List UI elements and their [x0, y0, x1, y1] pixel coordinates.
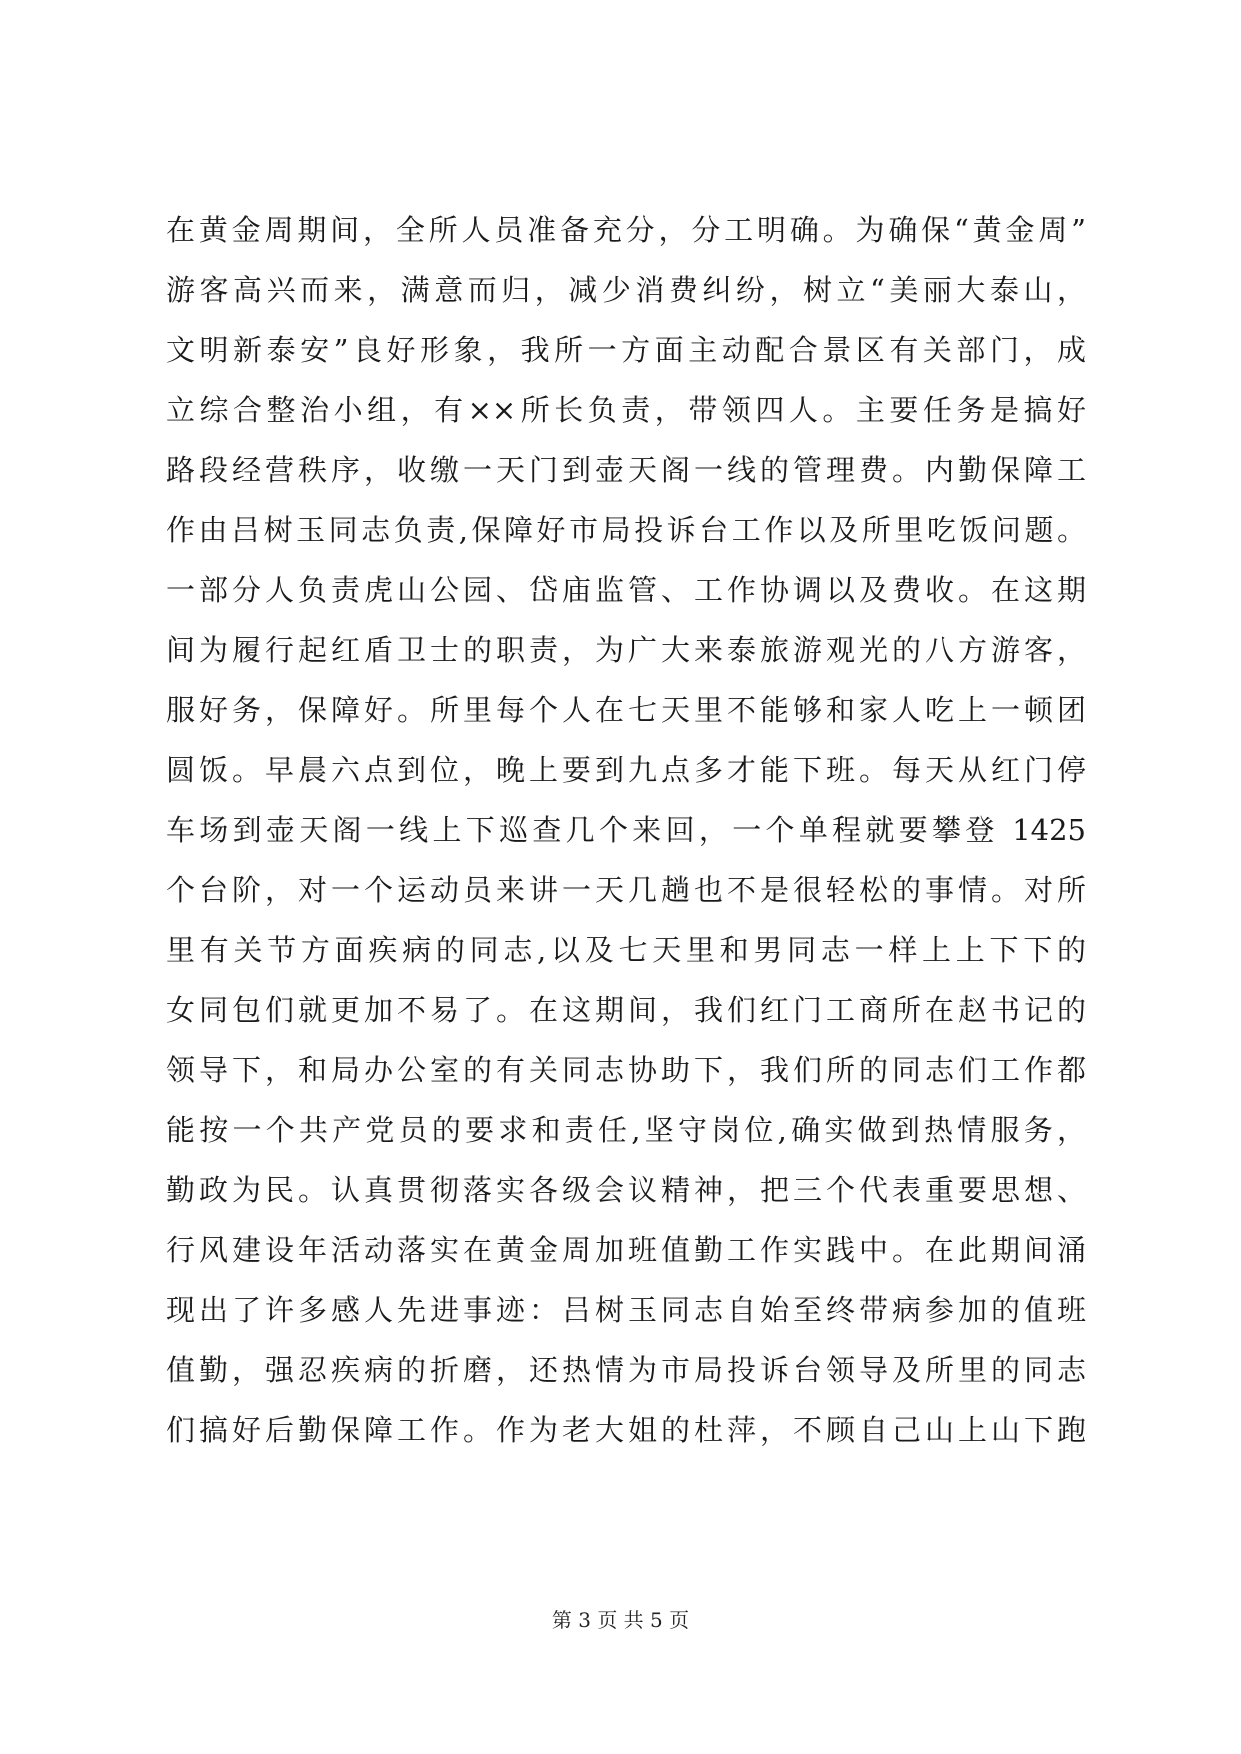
text-line: 在黄金周期间，全所人员准备充分，分工明确。为确保“黄金周” [166, 213, 1086, 247]
text-line: 能按一个共产党员的要求和责任,坚守岗位,确实做到热情服务， [166, 1113, 1086, 1147]
text-line: 圆饭。早晨六点到位，晚上要到九点多才能下班。每天从红门停 [166, 753, 1086, 787]
text-line: 勤政为民。认真贯彻落实各级会议精神，把三个代表重要思想、 [166, 1173, 1086, 1207]
text-line: 一部分人负责虎山公园、岱庙监管、工作协调以及费收。在这期 [166, 573, 1086, 607]
text-line: 立综合整治小组，有××所长负责，带领四人。主要任务是搞好 [166, 393, 1086, 427]
text-line: 服好务，保障好。所里每个人在七天里不能够和家人吃上一顿团 [166, 693, 1086, 727]
text-line: 文明新泰安”良好形象，我所一方面主动配合景区有关部门，成 [166, 333, 1086, 367]
body-text [166, 200, 1086, 1460]
text-line: 作由吕树玉同志负责,保障好市局投诉台工作以及所里吃饭问题。 [166, 513, 1086, 547]
text-line: 个台阶，对一个运动员来讲一天几趟也不是很轻松的事情。对所 [166, 873, 1086, 907]
text-line: 们搞好后勤保障工作。作为老大姐的杜萍，不顾自己山上山下跑 [166, 1413, 1086, 1447]
text-line: 游客高兴而来，满意而归，减少消费纠纷，树立“美丽大泰山， [166, 273, 1086, 307]
text-line: 里有关节方面疾病的同志,以及七天里和男同志一样上上下下的 [166, 933, 1086, 967]
text-line: 间为履行起红盾卫士的职责，为广大来泰旅游观光的八方游客， [166, 633, 1086, 667]
text-line: 值勤，强忍疾病的折磨，还热情为市局投诉台领导及所里的同志 [166, 1353, 1086, 1387]
text-line: 行风建设年活动落实在黄金周加班值勤工作实践中。在此期间涌 [166, 1233, 1086, 1267]
text-line: 车场到壶天阁一线上下巡查几个来回，一个单程就要攀登 1425 [166, 813, 1086, 847]
page-number-footer: 第 3 页 共 5 页 [551, 1608, 690, 1632]
text-line: 领导下，和局办公室的有关同志协助下，我们所的同志们工作都 [166, 1053, 1086, 1087]
text-line: 路段经营秩序，收缴一天门到壶天阁一线的管理费。内勤保障工 [166, 453, 1086, 487]
text-line: 女同包们就更加不易了。在这期间，我们红门工商所在赵书记的 [166, 993, 1086, 1027]
text-line: 现出了许多感人先进事迹：吕树玉同志自始至终带病参加的值班 [166, 1293, 1086, 1327]
